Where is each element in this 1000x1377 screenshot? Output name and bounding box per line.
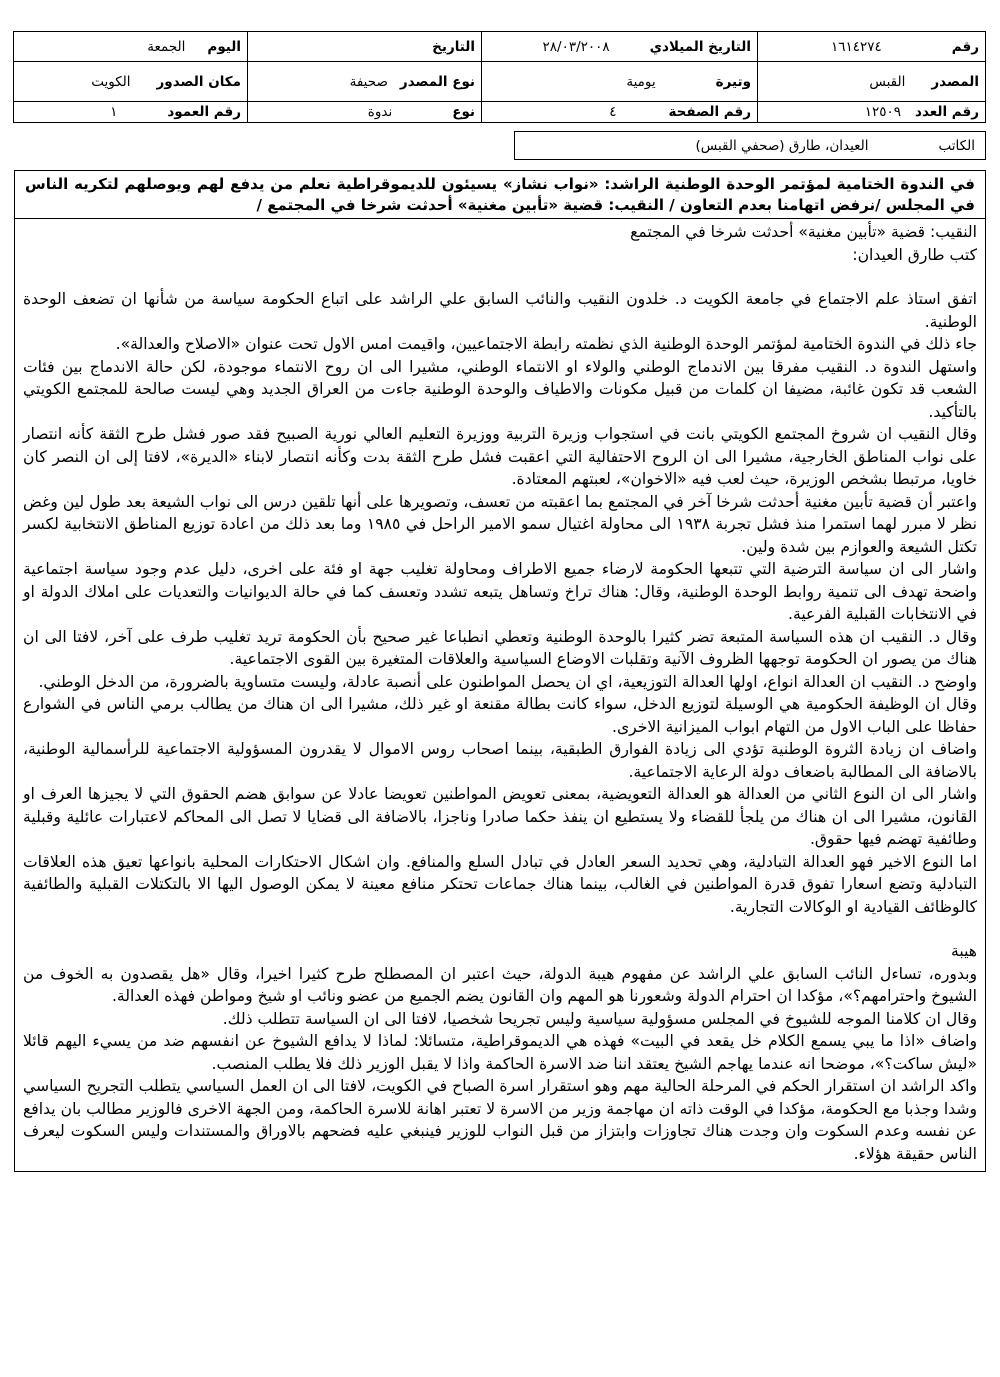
source-label: المصدر bbox=[931, 73, 979, 90]
article-paragraph: وقال النقيب ان شروخ المجتمع الكويتي بانت في استجواب وزيرة التربية ووزيرة التعليم العالي نورية الصبيح فقد صور فشل طرح الثقة كأنه انتصار على نواب المناطق الخارجية، مشيرا الى ان الروح الاحتفالية التي اعقبت فشل طرح الثقة بدت وكأنه انتصار لابناء «الديرة»، لافتا إلى ان النصر كان خاويا، مرتبطا بشخص الوزيرة، حيث لعب فيه «الاخوان»، لعبتهم المعتادة. bbox=[23, 425, 977, 488]
article-paragraph: كتب طارق العيدان: bbox=[852, 245, 977, 264]
paragraph-spacer bbox=[23, 266, 977, 288]
gregorian-date-value: ٢٨/٠٣/٢٠٠٨ bbox=[542, 38, 610, 55]
issue-number-label: رقم العدد bbox=[915, 104, 979, 120]
article-paragraph: اتفق استاذ علم الاجتماع في جامعة الكويت د. خلدون النقيب والنائب السابق علي الراشد على اتباع الحكومة سياسة من شأنها ان تضعف الوحدة الوطنية. bbox=[23, 290, 977, 331]
article-headline: في الندوة الختامية لمؤتمر الوحدة الوطنية الراشد: «نواب نشاز» يسيئون للديموقراطية نعلم من يدفع لهم ويوصلهم لتكريه الناس في المجلس /نرفض اتهامنا بعدم التعاون / النقيب: قضية «تأبين مغنية» أحدثت شرخا في المجتمع / bbox=[15, 171, 985, 219]
document-page bbox=[14, 31, 986, 1172]
column-number-value: ١ bbox=[110, 104, 118, 120]
article-paragraph: واشار الى ان سياسة الترضية التي تتبعها الحكومة لارضاء جميع الاطراف ومحاولة تغليب جهة او فئة على اخرى، دليل عدم وجود سياسة اجتماعية واضحة تهدف الى تنمية روابط الوحدة الوطنية، وقال: هناك تراخ وتساهل يتبعه تشدد وتعسف كما في حالة الديوانيات والتعديات على املاك الدولة او في الانتخابات القبلية الفرعية. bbox=[23, 560, 977, 623]
article-paragraph: وقال ان الوظيفة الحكومية هي الوسيلة لتوزيع الدخل، سواء كانت بطالة مقنعة او غير ذلك، مشيرا الى ان هناك من يطالب برمي الناس في الشوارع حفاظا على الباب الاول من التهام ابواب الميزانية الاخرى. bbox=[23, 695, 977, 736]
article-paragraph: اما النوع الاخير فهو العدالة التبادلية، وهي تحديد السعر العادل في تبادل السلع والمنافع. وان اشكال الاحتكارات المحلية بانواعها تعيق هذه العلاقات التبادلية وتضع اسعارا تفوق قدرة المواطنين في الغالب، بينما هناك جماعات تحتكر منافع معينة لا يمكن الوصول اليها الا بالتكتلات القبلية والطائفية كالوظائف القيادية او الوكالات التجارية. bbox=[23, 852, 977, 916]
gregorian-date-cell bbox=[482, 32, 758, 62]
article-paragraph: وبدوره، تساءل النائب السابق علي الراشد عن مفهوم هيبة الدولة، حيث اعتبر ان المصطلح طرح كثيرا اخيرا، وقال «هل يقصدون به الخوف من الشيوخ واحترامهم؟»، مؤكدا ان احترام الدولة وشعورنا هو المهم وان القانون يضم الجميع من عضو ونائب او شيخ ومواطن فهذه العدالة. bbox=[23, 964, 977, 1005]
number-label: رقم bbox=[951, 38, 979, 55]
article-paragraph: النقيب: قضية «تأبين مغنية» أحدثت شرخا في المجتمع bbox=[630, 223, 977, 241]
source-value: القبس bbox=[869, 73, 906, 90]
frequency-value: يومية bbox=[626, 73, 656, 90]
article-body bbox=[15, 219, 985, 1171]
writer-value: العيدان، طارق (صحفي القبس) bbox=[695, 137, 869, 154]
article-paragraph: وقال د. النقيب ان هذه السياسة المتبعة تضر كثيرا بالوحدة الوطنية وتعطي انطباعا غير صحيح بأن الحكومة تريد تغليب طرف على آخر، لافتا الى ان هناك من يصور ان الحكومة توجهها الظروف الآنية وتقلبات الاوضاع السياسية والعلاقات المتغيرة بين القوى الاجتماعية. bbox=[23, 627, 977, 668]
column-number-label: رقم العمود bbox=[167, 104, 241, 120]
writer-row bbox=[514, 131, 986, 160]
day-cell bbox=[14, 32, 248, 62]
article-paragraph: واضاف «اذا ما يبي يسمع الكلام خل يقعد في البيت» فهذه هي الديموقراطية، متسائلا: لماذا لا يدافع الشيوخ عن انفسهم ضد من يسيء اليهم قائلا «ليش ساكت؟»، موضحا انه عندما يهاجم الشيخ يعتقد اننا ضد الاسرة الحاكمة واذا لا يقبل الوزير ذلك فلا يطلب المنصب. bbox=[23, 1032, 977, 1073]
date-cell bbox=[248, 32, 482, 62]
article-paragraph: واكد الراشد ان استقرار الحكم في المرحلة الحالية مهم وهو استقرار اسرة الصباح في الكويت، لافتا الى ان العمل السياسي يتطلب التجريح السياسي وشدا وجذبا مع الحكومة، مؤكدا في الوقت ذاته ان مهاجمة وزير من الاسرة لا تعتبر اهانة للاسرة الحاكمة، ومن الجهة الاخرى فالوزير مطالب بان يدافع عن نفسه وعدم السكوت وان وجدت هناك تجاوزات وابتزاز من قبل النواب للوزير فينبغي عليه فضحهم بالاوراق والمستندات وليس السكوت ليعرف الناس حقيقة هؤلاء. bbox=[23, 1077, 977, 1163]
column-number-cell bbox=[14, 102, 248, 123]
issue-number-cell bbox=[758, 102, 986, 123]
frequency-cell bbox=[482, 62, 758, 102]
number-value: ١٦١٤٢٧٤ bbox=[831, 38, 882, 55]
source-cell bbox=[758, 62, 986, 102]
article-paragraph: واعتبر أن قضية تأبين مغنية أحدثت شرخا آخر في المجتمع بما اعقبته من تعسف، وتصويرها على أنها تلقين درس الى نواب الشيعة بعد طول لين وغض نظر لا مبرر لهما استمرا منذ فشل تجربة ١٩٣٨ الى محاولة اغتيال سمو الامير الراحل في ١٩٨٥ وما بعد ذلك من اعادة توزيع المناطق الانتخابية لكسر تكتل الشيعة والعوازم بين شدة ولين. bbox=[23, 492, 977, 556]
issue-number-value: ١٢٥٠٩ bbox=[864, 104, 902, 120]
number-cell bbox=[758, 32, 986, 62]
source-type-cell bbox=[248, 62, 482, 102]
article-paragraph: واشار الى ان النوع الثاني من العدالة هو العدالة التعويضية، بمعنى تعويض المواطنين تعويضا عادلا عن سوابق هضم الحقوق التي لا يجيزها العرف او القانون، مشيرا الى ان هناك من يلجأ للقضاء ولا يستطيع ان ينفذ حكما صادرا وناجزا، بالاضافة الى قضايا لا تصل الى المحاكم لاعتبارات عائلية وقبلية وطائفية تهضم فيها حقوق. bbox=[23, 785, 977, 848]
day-value: الجمعة bbox=[147, 38, 186, 55]
page-number-cell bbox=[482, 102, 758, 123]
gregorian-date-label: التاريخ الميلادي bbox=[649, 38, 751, 55]
source-type-label: نوع المصدر bbox=[399, 73, 475, 90]
article-box bbox=[14, 170, 986, 1172]
issue-place-cell bbox=[14, 62, 248, 102]
article-paragraph: واضاف ان زيادة الثروة الوطنية تؤدي الى زيادة الفوارق الطبقية، بينما اصحاب روس الاموال لا يقدرون المسؤولية الاجتماعية للرأسمالية الوطنية، بالاضافة الى المطالبة باضعاف دولة الرعاية الاجتماعية. bbox=[23, 740, 977, 781]
day-label: اليوم bbox=[207, 38, 241, 55]
article-paragraph: وقال ان كلامنا الموجه للشيوخ في المجلس مسؤولية سياسية وليس تجريحا شخصيا، لافتا الى ان السياسة تتطلب ذلك. bbox=[222, 1009, 977, 1028]
issue-place-label: مكان الصدور bbox=[156, 73, 241, 90]
frequency-label: وتيرة bbox=[715, 73, 751, 90]
article-paragraph: هيبة bbox=[951, 942, 977, 960]
paragraph-spacer bbox=[23, 918, 977, 940]
type-value: ندوة bbox=[367, 104, 393, 120]
page-number-label: رقم الصفحة bbox=[668, 104, 751, 120]
type-label: نوع bbox=[452, 104, 475, 120]
page-number-value: ٤ bbox=[609, 104, 617, 120]
date-label: التاريخ bbox=[432, 38, 475, 55]
metadata-table bbox=[13, 31, 986, 123]
issue-place-value: الكويت bbox=[91, 73, 131, 90]
article-paragraph: واوضح د. النقيب ان العدالة انواع، اولها العدالة التوزيعية، اي ان يحصل المواطنون على أنصبة عادلة، وليست متساوية بالضرورة، من الدخل الوطني. bbox=[38, 672, 977, 691]
type-cell bbox=[248, 102, 482, 123]
writer-label: الكاتب bbox=[938, 137, 975, 154]
article-paragraph: واستهل الندوة د. النقيب مفرقا بين الاندماج الوطني والولاء او الانتماء الوطني، مشيرا الى ان روح الانتماء موجودة، لكن حالة الاندماج بين فئات الشعب قد تكون غائبة، مضيفا ان كلمات من قبيل مكونات والاطياف والوحدة الوطنية جاءت من العراق الجديد وهي ليست صالحة للمجتمع الكويتي بالتأكيد. bbox=[23, 357, 977, 421]
article-paragraph: جاء ذلك في الندوة الختامية لمؤتمر الوحدة الوطنية الذي نظمته رابطة الاجتماعيين، واقيمت امس الاول تحت عنوان «الاصلاح والعدالة». bbox=[115, 335, 977, 353]
source-type-value: صحيفة bbox=[349, 73, 388, 90]
